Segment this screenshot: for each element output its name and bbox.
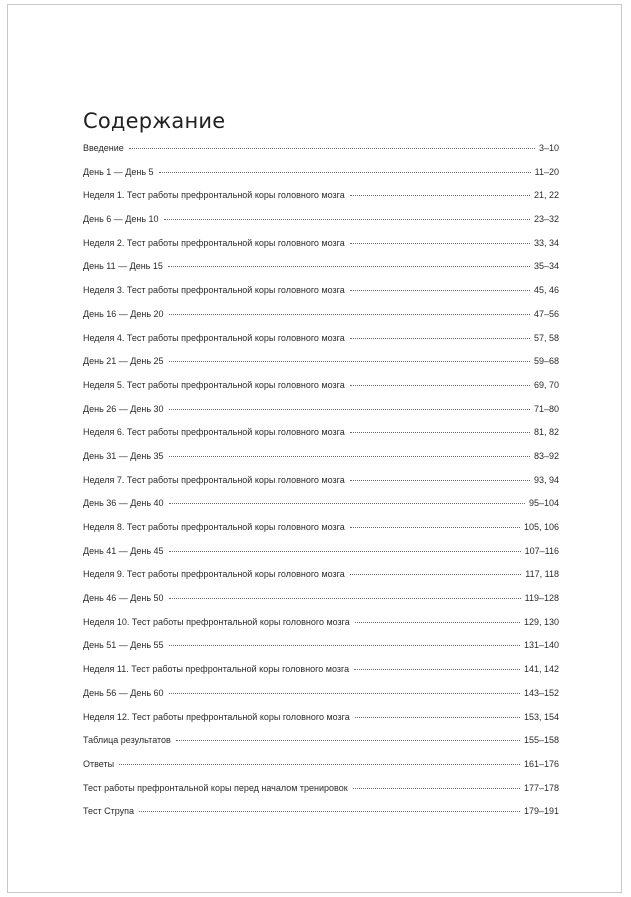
toc-entry[interactable] (83, 498, 559, 522)
dot-leader (169, 693, 520, 694)
dot-leader (159, 172, 531, 173)
toc-entry[interactable] (83, 143, 559, 167)
toc-entry[interactable] (83, 167, 559, 191)
toc-entry[interactable] (83, 688, 559, 712)
dot-leader (350, 574, 522, 575)
toc-entry-label: Неделя 11. Тест работы префронтальной коры головного мозга (83, 664, 350, 675)
toc-entry[interactable] (83, 309, 559, 333)
toc-entry-label: День 36 — День 40 (83, 498, 164, 509)
toc-entry[interactable] (83, 261, 559, 285)
toc-entry-pages: 21, 22 (533, 190, 559, 201)
dot-leader (355, 622, 520, 623)
toc-entry[interactable] (83, 712, 559, 736)
dot-leader (355, 717, 520, 718)
toc-entry-pages: 47–56 (533, 308, 559, 319)
toc-entry-pages: 95–104 (528, 498, 559, 509)
dot-leader (350, 527, 520, 528)
dot-leader (350, 290, 530, 291)
toc-entry-pages: 33, 34 (533, 237, 559, 248)
toc-entry-pages: 179–191 (523, 806, 559, 817)
toc-entry-label: День 26 — День 30 (83, 403, 164, 414)
dot-leader (169, 551, 521, 552)
toc-entry-label: День 51 — День 55 (83, 640, 164, 651)
toc-entry[interactable] (83, 617, 559, 641)
toc-entry-label: Неделя 1. Тест работы префронтальной коры головного мозга (83, 190, 345, 201)
toc-entry-pages: 129, 130 (523, 616, 559, 627)
dot-leader (164, 219, 530, 220)
dot-leader (350, 195, 530, 196)
dot-leader (139, 811, 520, 812)
toc-entry-pages: 119–128 (524, 593, 559, 604)
toc-entry-pages: 59–68 (533, 356, 559, 367)
toc-entry-label: Неделя 5. Тест работы префронтальной коры головного мозга (83, 379, 345, 390)
toc-entry-pages: 93, 94 (533, 474, 559, 485)
dot-leader (169, 314, 530, 315)
toc-entry-pages: 69, 70 (533, 379, 559, 390)
toc-entry-label: День 31 — День 35 (83, 450, 164, 461)
dot-leader (350, 243, 530, 244)
dot-leader (350, 385, 530, 386)
toc-entry-label: Таблица результатов (83, 735, 171, 746)
toc-entry-pages: 45, 46 (533, 285, 559, 296)
toc-entry-pages: 35–34 (533, 261, 559, 272)
toc-entry-pages: 107–116 (524, 545, 559, 556)
toc-entry[interactable] (83, 238, 559, 262)
toc-entry-label: Введение (83, 143, 124, 153)
toc-entry[interactable] (83, 356, 559, 380)
toc-entry-pages: 141, 142 (523, 664, 559, 675)
toc-entry-pages: 11–20 (534, 166, 559, 177)
toc-entry[interactable] (83, 735, 559, 759)
toc-entry[interactable] (83, 475, 559, 499)
dot-leader (353, 788, 520, 789)
toc-entry[interactable] (83, 451, 559, 475)
toc-entry-label: День 56 — День 60 (83, 687, 164, 698)
toc-entry-label: Ответы (83, 758, 115, 769)
toc-entry-label: Неделя 4. Тест работы префронтальной коры головного мозга (83, 332, 345, 343)
toc-entry-pages: 153, 154 (523, 711, 559, 722)
toc-entry-pages: 161–176 (523, 758, 559, 769)
toc-entry[interactable] (83, 404, 559, 428)
toc-entry-pages: 131–140 (523, 640, 559, 651)
toc-entry[interactable] (83, 783, 559, 807)
toc-entry[interactable] (83, 285, 559, 309)
toc-entry[interactable] (83, 427, 559, 451)
toc-entry-label: Неделя 6. Тест работы префронтальной коры головного мозга (83, 427, 345, 438)
toc-entry[interactable] (83, 593, 559, 617)
toc-entry-label: День 41 — День 45 (83, 545, 164, 556)
toc-entry-label: Неделя 2. Тест работы префронтальной коры головного мозга (83, 237, 345, 248)
toc-entry[interactable] (83, 214, 559, 238)
toc-entry[interactable] (83, 333, 559, 357)
dot-leader (169, 645, 520, 646)
dot-leader (169, 361, 530, 362)
dot-leader (350, 432, 530, 433)
toc-entry-label: Неделя 12. Тест работы префронтальной коры головного мозга (83, 711, 350, 722)
toc-entry-pages: 117, 118 (525, 569, 559, 580)
toc-entry[interactable] (83, 640, 559, 664)
toc-entry-label: Тест Струпа (83, 806, 135, 817)
toc-entry-pages: 57, 58 (533, 332, 559, 343)
toc-entry[interactable] (83, 806, 559, 830)
toc-entry-label: День 16 — День 20 (83, 308, 164, 319)
dot-leader (354, 669, 520, 670)
toc-entry-label: День 21 — День 25 (83, 356, 164, 367)
toc-entry-pages: 81, 82 (533, 427, 559, 438)
toc-entry-label: День 46 — День 50 (83, 593, 164, 604)
toc-entry-label: Тест работы префронтальной коры перед началом тренировок (83, 782, 348, 793)
toc-entry-label: Неделя 8. Тест работы префронтальной коры головного мозга (83, 522, 345, 532)
dot-leader (169, 598, 521, 599)
toc-entry-pages: 105, 106 (523, 522, 559, 532)
dot-leader (169, 456, 530, 457)
dot-leader (350, 338, 530, 339)
dot-leader (176, 740, 520, 741)
toc-entry-pages: 23–32 (533, 214, 559, 225)
dot-leader (168, 266, 530, 267)
toc-entry[interactable] (83, 380, 559, 404)
toc-entry-label: Неделя 9. Тест работы префронтальной коры головного мозга (83, 569, 345, 580)
table-of-contents (83, 143, 559, 830)
toc-entry[interactable] (83, 546, 559, 570)
toc-entry[interactable] (83, 664, 559, 688)
dot-leader (169, 409, 530, 410)
page-title: Содержание (83, 109, 226, 134)
toc-entry-pages: 71–80 (533, 403, 559, 414)
toc-entry[interactable] (83, 522, 559, 546)
toc-entry-label: Неделя 10. Тест работы префронтальной коры головного мозга (83, 616, 350, 627)
toc-entry-pages: 83–92 (533, 450, 559, 461)
toc-entry[interactable] (83, 759, 559, 783)
toc-entry-pages: 177–178 (523, 782, 559, 793)
document-page (7, 4, 622, 893)
toc-entry-label: Неделя 3. Тест работы префронтальной коры головного мозга (83, 285, 345, 296)
dot-leader (350, 480, 530, 481)
dot-leader (169, 503, 525, 504)
toc-entry-label: Неделя 7. Тест работы префронтальной коры головного мозга (83, 474, 345, 485)
toc-entry-pages: 143–152 (523, 687, 559, 698)
dot-leader (119, 764, 520, 765)
toc-entry[interactable] (83, 569, 559, 593)
toc-entry-label: День 1 — День 5 (83, 166, 154, 177)
toc-entry-pages: 155–158 (523, 735, 559, 746)
dot-leader (129, 148, 535, 149)
toc-entry-pages: 3–10 (538, 143, 559, 153)
toc-entry[interactable] (83, 190, 559, 214)
toc-entry-label: День 6 — День 10 (83, 214, 159, 225)
toc-entry-label: День 11 — День 15 (83, 261, 163, 272)
